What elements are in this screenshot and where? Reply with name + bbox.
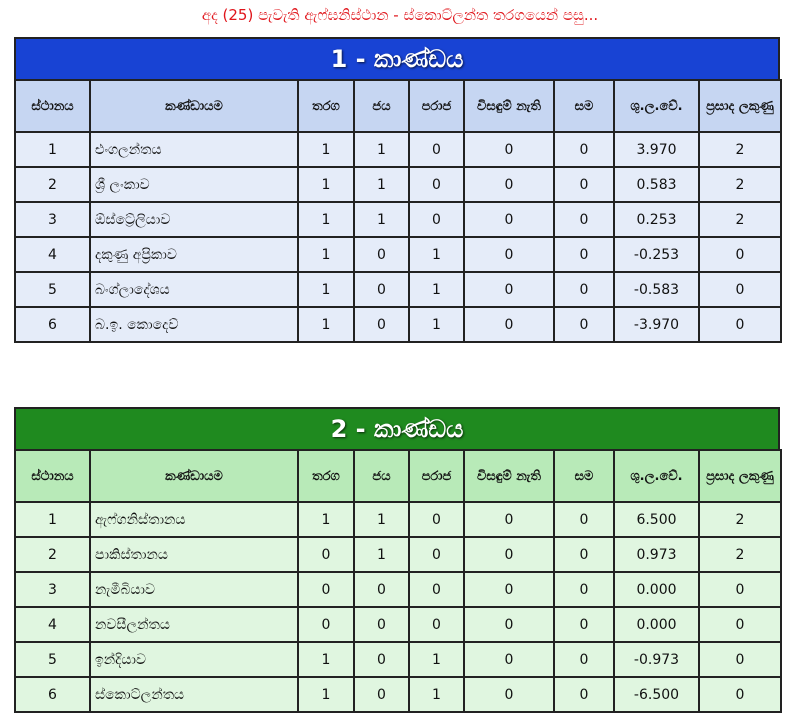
points-cell: 2 <box>699 167 781 202</box>
col-team-header: කණ්ඩායම <box>90 450 298 502</box>
no-result-cell: 0 <box>464 572 554 607</box>
team-cell: නවසීලන්තය <box>90 607 298 642</box>
nrr-cell: 0.000 <box>614 607 699 642</box>
won-cell: 0 <box>354 642 409 677</box>
points-cell: 0 <box>699 677 781 712</box>
points-cell: 0 <box>699 272 781 307</box>
position-cell: 1 <box>15 132 90 167</box>
position-cell: 6 <box>15 677 90 712</box>
played-cell: 1 <box>298 642 354 677</box>
position-cell: 4 <box>15 237 90 272</box>
played-cell: 0 <box>298 572 354 607</box>
played-cell: 1 <box>298 502 354 537</box>
nrr-cell: -3.970 <box>614 307 699 342</box>
played-cell: 1 <box>298 272 354 307</box>
position-cell: 5 <box>15 272 90 307</box>
tied-cell: 0 <box>554 202 614 237</box>
team-cell: ඕස්ට්‍රේලියාව <box>90 202 298 237</box>
group-2-section <box>14 407 780 713</box>
position-cell: 2 <box>15 537 90 572</box>
position-cell: 6 <box>15 307 90 342</box>
won-cell: 0 <box>354 307 409 342</box>
nrr-cell: 6.500 <box>614 502 699 537</box>
team-cell: ශ්‍රී ලංකාව <box>90 167 298 202</box>
played-cell: 1 <box>298 167 354 202</box>
tied-cell: 0 <box>554 307 614 342</box>
col-tied-header: සම <box>554 450 614 502</box>
won-cell: 0 <box>354 572 409 607</box>
no-result-cell: 0 <box>464 237 554 272</box>
played-cell: 1 <box>298 202 354 237</box>
points-cell: 2 <box>699 502 781 537</box>
no-result-cell: 0 <box>464 502 554 537</box>
team-cell: පාකිස්තානය <box>90 537 298 572</box>
played-cell: 0 <box>298 607 354 642</box>
col-tied-header: සම <box>554 80 614 132</box>
table-row <box>15 502 781 537</box>
team-cell: නැමීබියාව <box>90 572 298 607</box>
table-row <box>15 307 781 342</box>
table-row <box>15 202 781 237</box>
points-cell: 2 <box>699 537 781 572</box>
team-cell: බංග්ලාදේශය <box>90 272 298 307</box>
col-team-header: කණ්ඩායම <box>90 80 298 132</box>
played-cell: 1 <box>298 307 354 342</box>
no-result-cell: 0 <box>464 607 554 642</box>
played-cell: 1 <box>298 677 354 712</box>
col-position-header: ස්ථානය <box>15 80 90 132</box>
tied-cell: 0 <box>554 272 614 307</box>
table-row <box>15 642 781 677</box>
group-1-title: 1 - කාණ්ඩය <box>14 37 780 79</box>
nrr-cell: 0.973 <box>614 537 699 572</box>
col-nrr-header: ශු.ල.වේ. <box>614 450 699 502</box>
table-row <box>15 572 781 607</box>
col-lost-header: පරාජ <box>409 450 464 502</box>
nrr-cell: -0.973 <box>614 642 699 677</box>
team-cell: ඉන්දියාව <box>90 642 298 677</box>
no-result-cell: 0 <box>464 307 554 342</box>
points-cell: 0 <box>699 642 781 677</box>
col-points-header: ප්‍රසාද ලකුණු <box>699 450 781 502</box>
no-result-cell: 0 <box>464 202 554 237</box>
team-cell: දකුණු අප්‍රිකාව <box>90 237 298 272</box>
col-played-header: තරග <box>298 450 354 502</box>
points-cell: 2 <box>699 132 781 167</box>
table-row <box>15 272 781 307</box>
tied-cell: 0 <box>554 607 614 642</box>
points-cell: 0 <box>699 237 781 272</box>
played-cell: 1 <box>298 132 354 167</box>
nrr-cell: 3.970 <box>614 132 699 167</box>
won-cell: 0 <box>354 272 409 307</box>
group-2-title: 2 - කාණ්ඩය <box>14 407 780 449</box>
tied-cell: 0 <box>554 237 614 272</box>
table-row <box>15 537 781 572</box>
col-position-header: ස්ථානය <box>15 450 90 502</box>
position-cell: 3 <box>15 572 90 607</box>
lost-cell: 0 <box>409 167 464 202</box>
headline: අද (25) පැවැති ඇෆ්ඝනිස්ථාන - ස්කොට්ලන්ත තරගයෙන් පසු... <box>201 6 599 24</box>
lost-cell: 1 <box>409 642 464 677</box>
nrr-cell: 0.000 <box>614 572 699 607</box>
no-result-cell: 0 <box>464 272 554 307</box>
no-result-cell: 0 <box>464 132 554 167</box>
points-cell: 0 <box>699 307 781 342</box>
no-result-cell: 0 <box>464 677 554 712</box>
points-cell: 2 <box>699 202 781 237</box>
lost-cell: 0 <box>409 572 464 607</box>
group-2-table <box>14 449 782 713</box>
col-played-header: තරග <box>298 80 354 132</box>
tied-cell: 0 <box>554 537 614 572</box>
group-1-section <box>14 37 780 343</box>
played-cell: 0 <box>298 537 354 572</box>
lost-cell: 1 <box>409 237 464 272</box>
position-cell: 1 <box>15 502 90 537</box>
no-result-cell: 0 <box>464 537 554 572</box>
tied-cell: 0 <box>554 132 614 167</box>
table-row <box>15 237 781 272</box>
no-result-cell: 0 <box>464 642 554 677</box>
won-cell: 1 <box>354 202 409 237</box>
won-cell: 1 <box>354 537 409 572</box>
table-row <box>15 677 781 712</box>
tied-cell: 0 <box>554 167 614 202</box>
won-cell: 1 <box>354 502 409 537</box>
points-cell: 0 <box>699 607 781 642</box>
won-cell: 1 <box>354 132 409 167</box>
played-cell: 1 <box>298 237 354 272</box>
lost-cell: 1 <box>409 272 464 307</box>
group-2-header-row <box>15 450 781 502</box>
col-lost-header: පරාජ <box>409 80 464 132</box>
position-cell: 2 <box>15 167 90 202</box>
won-cell: 0 <box>354 237 409 272</box>
table-row <box>15 607 781 642</box>
table-row <box>15 132 781 167</box>
lost-cell: 0 <box>409 607 464 642</box>
table-row <box>15 167 781 202</box>
col-won-header: ජය <box>354 450 409 502</box>
tied-cell: 0 <box>554 502 614 537</box>
team-cell: ස්කොට්ලන්තය <box>90 677 298 712</box>
col-nrr-header: ශු.ල.වේ. <box>614 80 699 132</box>
position-cell: 5 <box>15 642 90 677</box>
team-cell: එංගලන්තය <box>90 132 298 167</box>
points-cell: 0 <box>699 572 781 607</box>
col-won-header: ජය <box>354 80 409 132</box>
won-cell: 0 <box>354 677 409 712</box>
lost-cell: 1 <box>409 307 464 342</box>
tied-cell: 0 <box>554 642 614 677</box>
no-result-cell: 0 <box>464 167 554 202</box>
nrr-cell: -6.500 <box>614 677 699 712</box>
won-cell: 0 <box>354 607 409 642</box>
col-no-result-header: විසඳුම් නැති <box>464 450 554 502</box>
won-cell: 1 <box>354 167 409 202</box>
lost-cell: 0 <box>409 502 464 537</box>
col-points-header: ප්‍රසාද ලකුණු <box>699 80 781 132</box>
nrr-cell: -0.253 <box>614 237 699 272</box>
tied-cell: 0 <box>554 572 614 607</box>
tied-cell: 0 <box>554 677 614 712</box>
group-1-table <box>14 79 782 343</box>
lost-cell: 0 <box>409 132 464 167</box>
nrr-cell: 0.253 <box>614 202 699 237</box>
team-cell: ඇෆ්ගනිස්තානය <box>90 502 298 537</box>
nrr-cell: -0.583 <box>614 272 699 307</box>
position-cell: 3 <box>15 202 90 237</box>
lost-cell: 1 <box>409 677 464 712</box>
position-cell: 4 <box>15 607 90 642</box>
team-cell: බ.ඉ. කොදෙව් <box>90 307 298 342</box>
group-1-header-row <box>15 80 781 132</box>
nrr-cell: 0.583 <box>614 167 699 202</box>
col-no-result-header: විසඳුම් නැති <box>464 80 554 132</box>
lost-cell: 0 <box>409 537 464 572</box>
lost-cell: 0 <box>409 202 464 237</box>
